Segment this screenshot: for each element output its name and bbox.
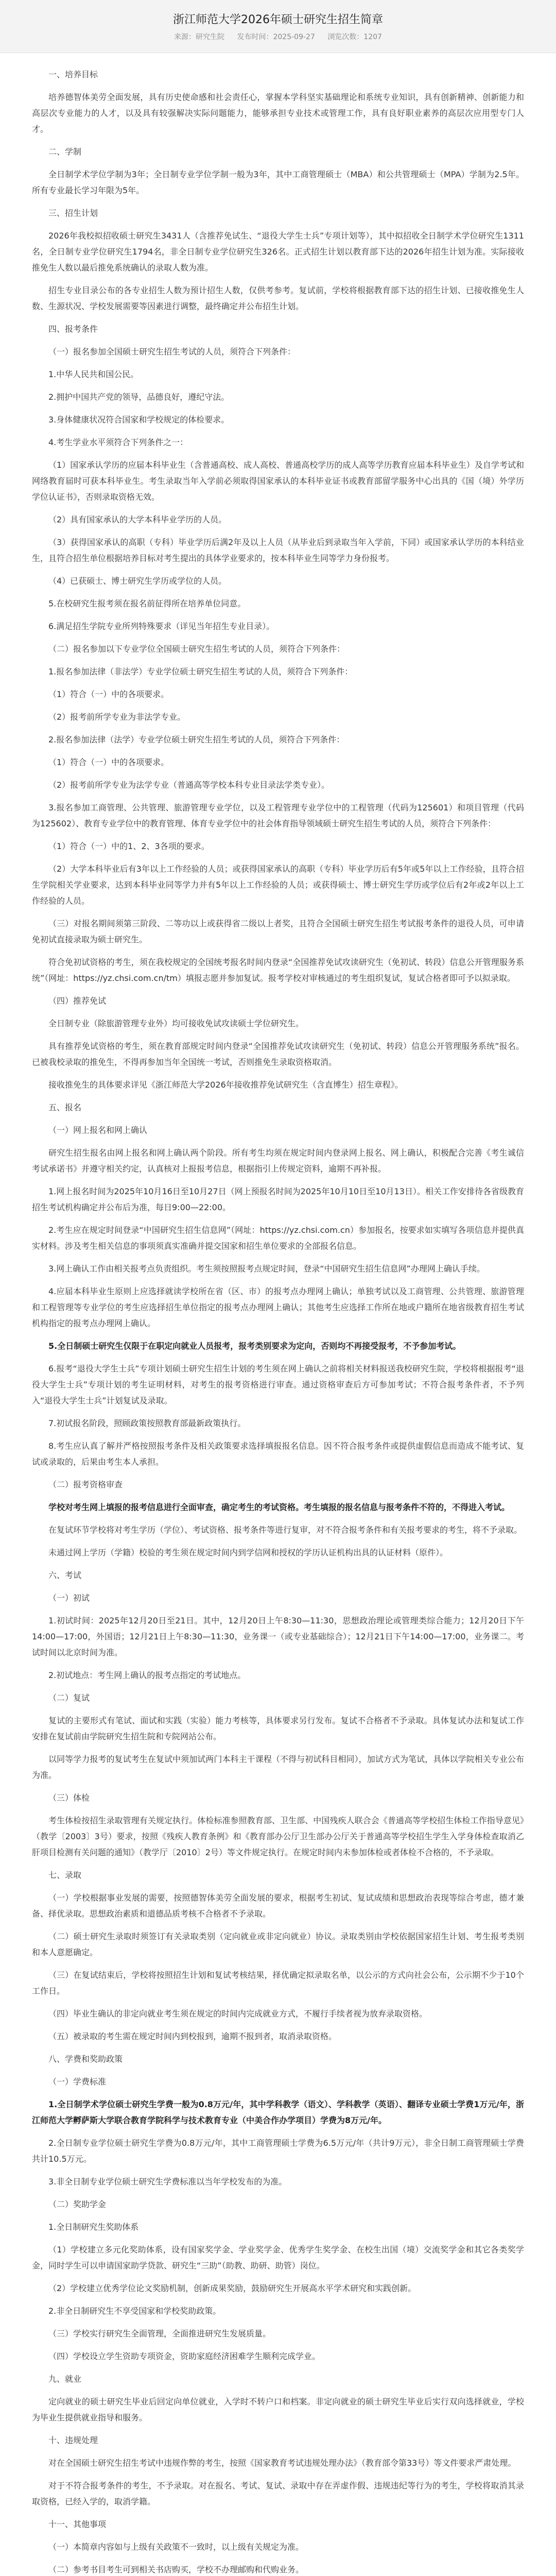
page-title: 浙江师范大学2026年硕士研究生招生简章 (173, 13, 383, 26)
section-heading: 十、违规处理 (48, 2435, 98, 2445)
section-heading: 五、报名 (48, 1103, 82, 1112)
section-heading: 二、学制 (48, 147, 82, 157)
paragraph: 1.全日制学术学位硕士研究生学费一般为0.8万元/年，其中学科教学（语文）、学科教学（英语）、翻译专业硕士学费1万元/年，浙江师范大学孵萨斯大学联合教育学院科学与技术教育专业（中美合作办学项目）学费为8万元/年。 (32, 2099, 524, 2125)
meta-source: 来源：研究生院 (174, 33, 225, 41)
paragraph: （一）学校根据事业发展的需要，按照德智体美劳全面发展的要求，根据考生初试、复试成绩和思想政治表现等综合考虑，德才兼备、择优录取。思想政治素质和道德品质考核不合格者不予录取。 (32, 1893, 524, 1919)
meta-views: 浏览次数：1207 (327, 33, 382, 41)
paragraph: 5.在校研究生报考须在报名前征得所在培养单位同意。 (48, 599, 246, 608)
paragraph: （三）在复试结束后，学校将按照招生计划和复试考核结果，择优确定拟录取名单，以公示的方式向社会公布，公示期不少于10个工作日。 (32, 1970, 524, 1996)
section-heading: 七、录取 (48, 1870, 82, 1880)
paragraph: （4）已获硕士、博士研究生学历或学位的人员。 (48, 576, 227, 586)
paragraph: 2026年我校拟招收硕士研究生3431人（含推荐免试生、“退役大学生士兵”专项计划等），其中拟招收全日制学术学位研究生1311名，全日制专业学位研究生1794名，非全日制专业学位研究生326名。正式招生计划以教育部下达的2026年招生计划为准。实际接收推免生人数以最后推免系统确认的录取人数为准。 (32, 231, 524, 273)
paragraph: 对于不符合报考条件的考生，不予录取。对在报名、考试、复试、录取中存在弄虚作假、违规违纪等行为的考生，学校将取消其录取资格，已经入学的，取消学籍。 (32, 2481, 524, 2506)
section-heading: 三、招生计划 (48, 208, 98, 218)
paragraph: （四）学校设立学生资助专项资金，资助家庭经济困难学生顺利完成学业。 (48, 2351, 321, 2361)
paragraph: （五）被录取的考生需在规定时间内到校报到，逾期不报到者，取消录取资格。 (48, 2031, 337, 2041)
section-heading: 一、培养目标 (48, 70, 98, 79)
paragraph: （2）大学本科毕业后有3年以上工作经验的人员；或获得国家承认的高职（专科）毕业学历后有5年或5年以上工作经验，且符合招生学院相关学业要求，达到本科毕业同等学力并有5年以上工作经验的人员；或获得硕士、博士研究生学历或学位后有2年或2年以上工作经验的人员。 (32, 864, 524, 906)
paragraph: （2）具有国家承认的大学本科毕业学历的人员。 (48, 515, 227, 524)
section-heading: 十一、其他事项 (48, 2519, 107, 2529)
paragraph: 3.非全日制专业学位硕士研究生学费标准以当年学校发布的为准。 (48, 2177, 287, 2187)
title-bar (0, 0, 556, 53)
paragraph: （1）国家承认学历的应届本科毕业生（含普通高校、成人高校、普通高校学历的成人高等学历教育应届本科毕业生）及自学考试和网络教育届时可获本科毕业生。考生录取当年入学前必须取得国家承认的本科毕业证书或教育部留学服务中心出具的《国（境）外学历学位认证书》，否则录取资格无效。 (32, 460, 524, 502)
paragraph: （一）初试 (48, 1593, 90, 1603)
paragraph: （四）毕业生确认的非定向就业考生须在规定的时间内完成就业方式，不履行手续者视为放弃录取资格。 (48, 2009, 428, 2019)
paragraph: （一）学费标准 (48, 2077, 107, 2087)
paragraph: （三）体检 (48, 1793, 90, 1803)
paragraph: （一）网上报名和网上确认 (48, 1125, 148, 1135)
section-heading: （四）推荐免试 (48, 996, 107, 1006)
paragraph: （二）硕士研究生录取时须签订有关录取类别（定向就业或非定向就业）协议。录取类别由学校依据国家招生计划、考生报考类别和本人意愿确定。 (32, 1931, 524, 1957)
paragraph: （1）学校建立多元化奖助体系，设有国家奖学金、学业奖学金、优秀学生奖学金、在校生出国（境）交流奖学金和其它各类奖学金，同时学生可以申请国家助学贷款、研究生“三助”（助教、助研、助管）岗位。 (32, 2245, 524, 2270)
paragraph: 4.应届本科毕业生原则上应选择就读学校所在省（区、市）的报考点办理网上确认；单独考试以及工商管理、公共管理、旅游管理和工程管理等专业学位的考生应选择招生单位指定的报考点办理网上确认；其他考生应选择工作所在地或户籍所在地省级教育招生考试机构指定的报考点办理网上确认。 (32, 1286, 524, 1328)
paragraph: 2.初试地点：考生网上确认的报考点指定的考试地点。 (48, 1670, 246, 1680)
article-body (0, 53, 556, 2576)
paragraph: （3）获得国家承认的高职（专科）毕业学历后满2年及以上人员（从毕业后到录取当年入学前，下同）或国家承认学历的本科结业生，且符合招生单位根据培养目标对考生提出的具体学业要求的，按本科毕业生同等学力身份报考。 (32, 537, 524, 563)
paragraph: 6.满足招生学院专业所列特殊要求（详见当年招生专业目录）。 (48, 621, 275, 631)
paragraph: 1.中华人民共和国公民。 (48, 369, 139, 379)
paragraph: 7.初试报名阶段，照顾政策按照教育部最新政策执行。 (48, 1418, 246, 1428)
meta-bar (0, 32, 556, 42)
paragraph: （1）符合（一）中的1、2、3各项的要求。 (48, 841, 210, 851)
paragraph: （2）报考前所学专业为法学专业（普通高等学校本科专业目录法学类专业）。 (48, 780, 330, 790)
paragraph: 招生专业目录公布的各专业招生人数为预计招生人数，仅供考参考。复试前，学校将根据教育部下达的招生计划、已接收推免生人数、生源状况、学校发展需要等因素进行调整，最终确定并公布招生计划。 (32, 285, 524, 311)
paragraph: 2.非全日制研究生不享受国家和学校奖助政策。 (48, 2306, 221, 2316)
paragraph: 2.考生应在规定时间登录“中国研究生招生信息网”（网址：https://yz.chsi.com.cn）参加报名，按要求如实填写各项信息并提供真实材料。涉及考生相关信息的事项须真实准确并提交国家和招生单位要求的全部报名信息。 (32, 1225, 524, 1251)
paragraph: 符合免初试资格的考生，须在我校规定的全国统考报名时间内登录“全国推荐免试攻读研究生（免初试、转段）信息公开管理服务系统”（网址：https://yz.chsi.com.cn/tm）填报志愿并参加复试。报考学校对审核通过的考生组织复试，复试合格者即可予以拟录取。 (32, 957, 524, 983)
paragraph: 3.身体健康状况符合国家和学校规定的体检要求。 (48, 415, 230, 425)
paragraph: 8.考生应认真了解并严格按照报考条件及相关政策要求选择填报报名信息。因不符合报考条件或提供虚假信息而造成不能考试、复试或录取的，后果由考生本人承担。 (32, 1441, 524, 1467)
paragraph: 3.报名参加工商管理、公共管理、旅游管理专业学位，以及工程管理专业学位中的工程管理（代码为125601）和项目管理（代码为125602）、教育专业学位中的教育管理、体育专业学位中的社会体育指导领域硕士研究生招生考试的人员，须符合下列条件： (32, 803, 524, 828)
paragraph: 在复试环节学校将对考生学历（学位）、考试资格、报考条件等进行复审，对不符合报考条件和有关报考要求的考生，将不予录取。 (48, 1525, 523, 1535)
paragraph: 全日制学术学位学制为3年；全日制专业学位学制一般为3年，其中工商管理硕士（MBA）和公共管理硕士（MPA）学制为2.5年。所有专业最长学习年限为5年。 (32, 170, 524, 195)
paragraph: （一）本简章内容如与上级有关政策不一致时，以上级有关规定为准。 (48, 2542, 304, 2552)
paragraph: （二）复试 (48, 1693, 90, 1703)
paragraph: 1.全日制研究生奖助体系 (48, 2222, 139, 2232)
paragraph: 研究生招生报名由网上报名和网上确认两个阶段。所有考生均须在规定时间内登录网上报名、网上确认，积极配合完善《考生诚信考试承诺书》并遵守相关约定，认真核对上报报考信息，根据指引上传规定资料，逾期不再补报。 (32, 1148, 524, 1174)
paragraph: （二）报名参加以下专业学位全国硕士研究生招生考试的人员，须符合下列条件： (48, 644, 345, 654)
paragraph: （二）奖助学金 (48, 2199, 107, 2209)
paragraph: 定向就业的硕士研究生毕业后回定向单位就业，入学时不转户口和档案。非定向就业的硕士研究生毕业后实行双向选择就业，学校为毕业生提供就业指导和服务。 (32, 2397, 524, 2422)
paragraph: 2.拥护中国共产党的领导，品德良好，遵纪守法。 (48, 392, 230, 402)
paragraph: （三）学校实行研究生全面管理，全面推进研究生发展质量。 (48, 2329, 271, 2338)
paragraph: 考生体检按招生录取管理有关规定执行。体检标准参照教育部、卫生部、中国残疾人联合会《普通高等学校招生体检工作指导意见》（教学〔2003〕3号）要求，按照《残疾人教育条例》和《教育部办公厅卫生部办公厅关于普通高等学校招生学生入学身体检查取消乙肝项目检测有关问题的通知》（教学厅〔2010〕2号）等文件规定执行。在规定时间内未参加体检或者体检不合格的，不予录取。 (32, 1816, 524, 1857)
paragraph: 2.全日制专业学位硕士研究生学费为0.8万元/年，其中工商管理硕士学费为6.5万元/年（共计9万元），非全日制工商管理硕士学费共计10.5万元。 (32, 2138, 524, 2164)
paragraph: 6.报考“退役大学生士兵”专项计划硕士研究生招生计划的考生须在网上确认之前将相关材料报送我校研究生院，学校将根据报考“退役大学生士兵”专项计划的考生证明材料，对考生的报考资格进行审查。通过资格审查后方可参加考试；不符合报考条件者，不予列入“退役大学生士兵”计划复试及录取。 (32, 1364, 524, 1405)
paragraph: 1.初试时间：2025年12月20日至21日。其中，12月20日上午8:30—11:30，思想政治理论或管理类综合能力；12月20日下午14:00—17:00，外国语；12月21日上午8:30—11:30，业务课一（或专业基础综合）；12月21日下午14:00—17:00，业务课二。考试时间以北京时间为准。 (32, 1616, 524, 1657)
section-heading: （二）报考资格审查 (48, 1480, 123, 1489)
paragraph: 2.报名参加法律（法学）专业学位硕士研究生招生考试的人员，须符合下列条件： (48, 735, 345, 744)
paragraph: 1.网上报名时间为2025年10月16日至10月27日（网上预报名时间为2025年10月10日至10月13日）。相关工作安排待各省级教育招生考试机构确定并公布后为准，每日9:00—22:00。 (32, 1187, 524, 1212)
paragraph: 5.全日制硕士研究生仅限于在职定向就业人员报考，报考类别要求为定向，否则均不再接受报考，不予参加考试。 (48, 1341, 461, 1351)
paragraph: 3.网上确认工作由相关报考点负责组织。考生须按照报考点规定时间，登录“中国研究生招生信息网”办理网上确认手续。 (48, 1264, 485, 1274)
section-heading: 六、考试 (48, 1570, 82, 1580)
paragraph: （1）符合（一）中的各项要求。 (48, 689, 169, 699)
section-heading: 四、报考条件 (48, 324, 98, 334)
meta-date: 发布时间：2025-09-27 (237, 33, 315, 41)
paragraph: （三）对报名期间须第三阶段、二等功以上或获得省二级以上者奖，且符合全国硕士研究生招生考试报考条件的退役人员，可申请免初试直接录取为硕士研究生。 (32, 919, 524, 944)
paragraph: 以同等学力报考的复试考生在复试中须加试两门本科主干课程（不得与初试科目相同），加试方式为笔试，具体以学院相关专业公布为准。 (32, 1754, 524, 1780)
paragraph: （二）参考书目考生可到相关书店购买，学校不办理邮购和代购业务。 (48, 2565, 304, 2574)
paragraph: （2）学校建立优秀学位论文奖励机制，创新成果奖励，鼓励研究生开展高水平学术研究和实践创新。 (48, 2283, 416, 2293)
paragraph: 接收推免生的具体要求详见《浙江师范大学2026年接收推荐免试研究生（含直博生）招生章程》。 (48, 1080, 403, 1090)
paragraph: 具有推荐免试资格的考生，须在教育部规定时间内登录“全国推荐免试攻读研究生（免初试、转段）信息公开管理服务系统”报名。已被我校录取的推免生，不得再参加当年全国统一考试，否则推免生录取资格取消。 (32, 1041, 524, 1067)
paragraph: 复试的主要形式有笔试、面试和实践（实验）能力考核等，具体要求另行发布。复试不合格者不予录取。具体复试办法和复试工作安排在复试前由学院研究生招生院和专院网站公布。 (32, 1716, 524, 1741)
paragraph: 未通过网上学历（学籍）校验的考生须在规定时间内到学信网和授权的学历认证机构出具的认证材料（原件）。 (48, 1548, 448, 1557)
paragraph: 对在全国硕士研究生招生考试中违规作弊的考生，按照《国家教育考试违规处理办法》（教育部令第33号）等文件要求严肃处理。 (48, 2458, 516, 2468)
paragraph: 学校对考生网上填报的报考信息进行全面审查，确定考生的考试资格。考生填报的报名信息与报考条件不符的，不得进入考试。 (48, 1502, 510, 1512)
paragraph: （2）报考前所学专业为非法学专业。 (48, 712, 186, 722)
paragraph: 培养德智体美劳全面发展，具有历史使命感和社会责任心，掌握本学科坚实基础理论和系统专业知识，具有创新精神、创新能力和高层次专业能力的人才，以及具有较强解决实际问题能力，能够承担专业技术或管理工作，具有良好职业素养的高层次应用型专门人才。 (32, 92, 524, 134)
paragraph: 4.考生学业水平须符合下列条件之一： (48, 437, 188, 447)
paragraph: （1）符合（一）中的各项要求。 (48, 757, 169, 767)
section-heading: 八、学费和奖助政策 (48, 2054, 123, 2064)
section-heading: 九、就业 (48, 2374, 82, 2384)
paragraph: （一）报名参加全国硕士研究生招生考试的人员，须符合下列条件： (48, 347, 296, 357)
paragraph: 全日制专业（除旅游管理专业外）均可接收免试攻读硕士学位研究生。 (48, 1019, 304, 1028)
paragraph: 1.报名参加法律（非法学）专业学位硕士研究生招生考试的人员，须符合下列条件： (48, 667, 353, 676)
